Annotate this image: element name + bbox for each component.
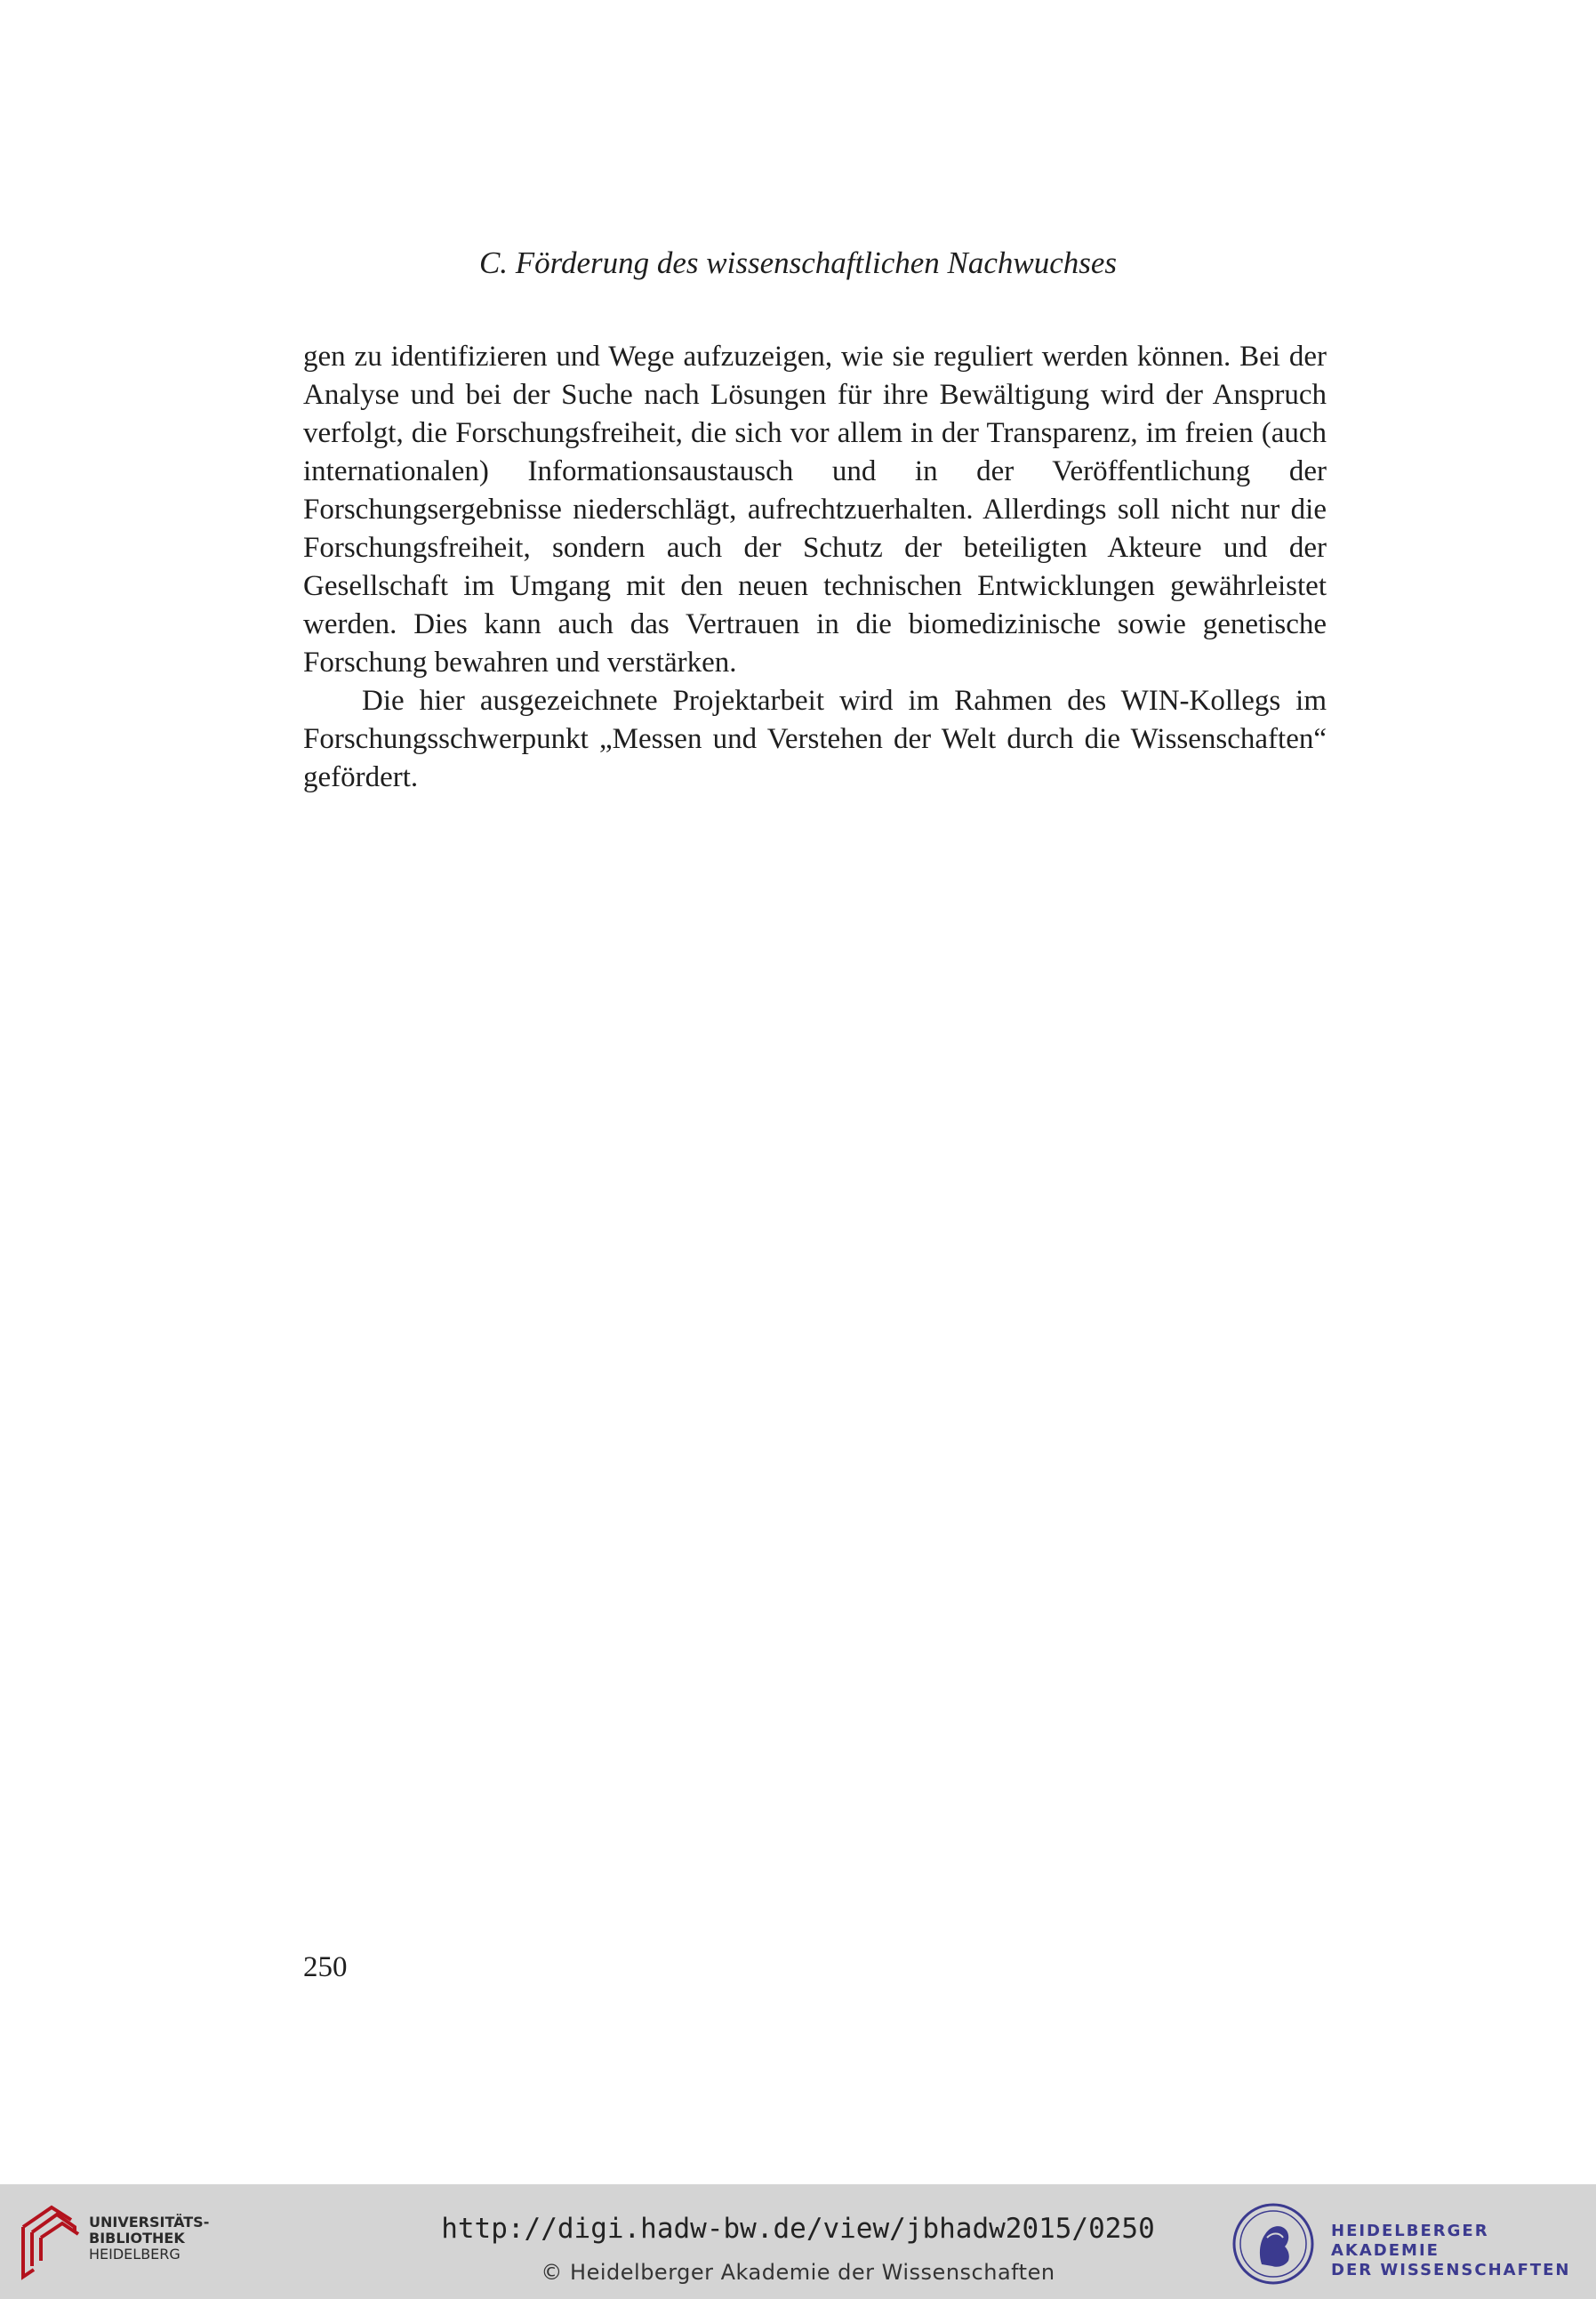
ub-line-2: BIBLIOTHEK [89, 2230, 185, 2247]
permalink-url[interactable]: http://digi.hadw-bw.de/view/jbhadw2015/0250 [441, 2213, 1155, 2245]
academy-seal-icon [1231, 2202, 1315, 2286]
footer-bar [0, 2184, 1596, 2299]
running-head: C. Förderung des wissenschaftlichen Nachwuchses [478, 245, 1118, 280]
body-text [303, 338, 1327, 797]
paragraph: gen zu identifizieren und Wege aufzuzeigen, wie sie reguliert werden können. Bei der Analyse und bei der Suche nach Lösungen für ihre Bewältigung wird der Anspruch verfolgt, die Forschungsfreiheit, die sich vor allem in der Transparenz, im freien (auch internationalen) Informationsaustausch und in der Veröffentlichung der Forschungsergebnisse niederschlägt, aufrechtzuerhalten. Allerdings soll nicht nur die Forschungsfreiheit, sondern auch der Schutz der beteiligten Akteure und der Gesellschaft im Umgang mit den neuen technischen Entwicklungen gewährleistet werden. Dies kann auch das Vertrauen in die biomedizinische sowie genetische Forschung bewahren und verstärken. [303, 341, 1327, 679]
academy-name [1331, 2222, 1596, 2280]
page-number: 250 [303, 1951, 348, 1983]
hadw-line-2: DER WISSENSCHAFTEN [1331, 2261, 1571, 2279]
copyright-notice: © Heidelberger Akademie der Wissenschaften [541, 2260, 1055, 2285]
paragraph: Die hier ausgezeichnete Projektarbeit wird im Rahmen des WIN-Kollegs im Forschungsschwerpunkt „Messen und Verstehen der Welt durch die Wissenschaften“ gefördert. [303, 685, 1327, 793]
hadw-line-1: HEIDELBERGER AKADEMIE [1331, 2222, 1489, 2260]
ub-line-1: UNIVERSITÄTS- [89, 2214, 210, 2231]
ub-line-3: HEIDELBERG [89, 2246, 180, 2263]
